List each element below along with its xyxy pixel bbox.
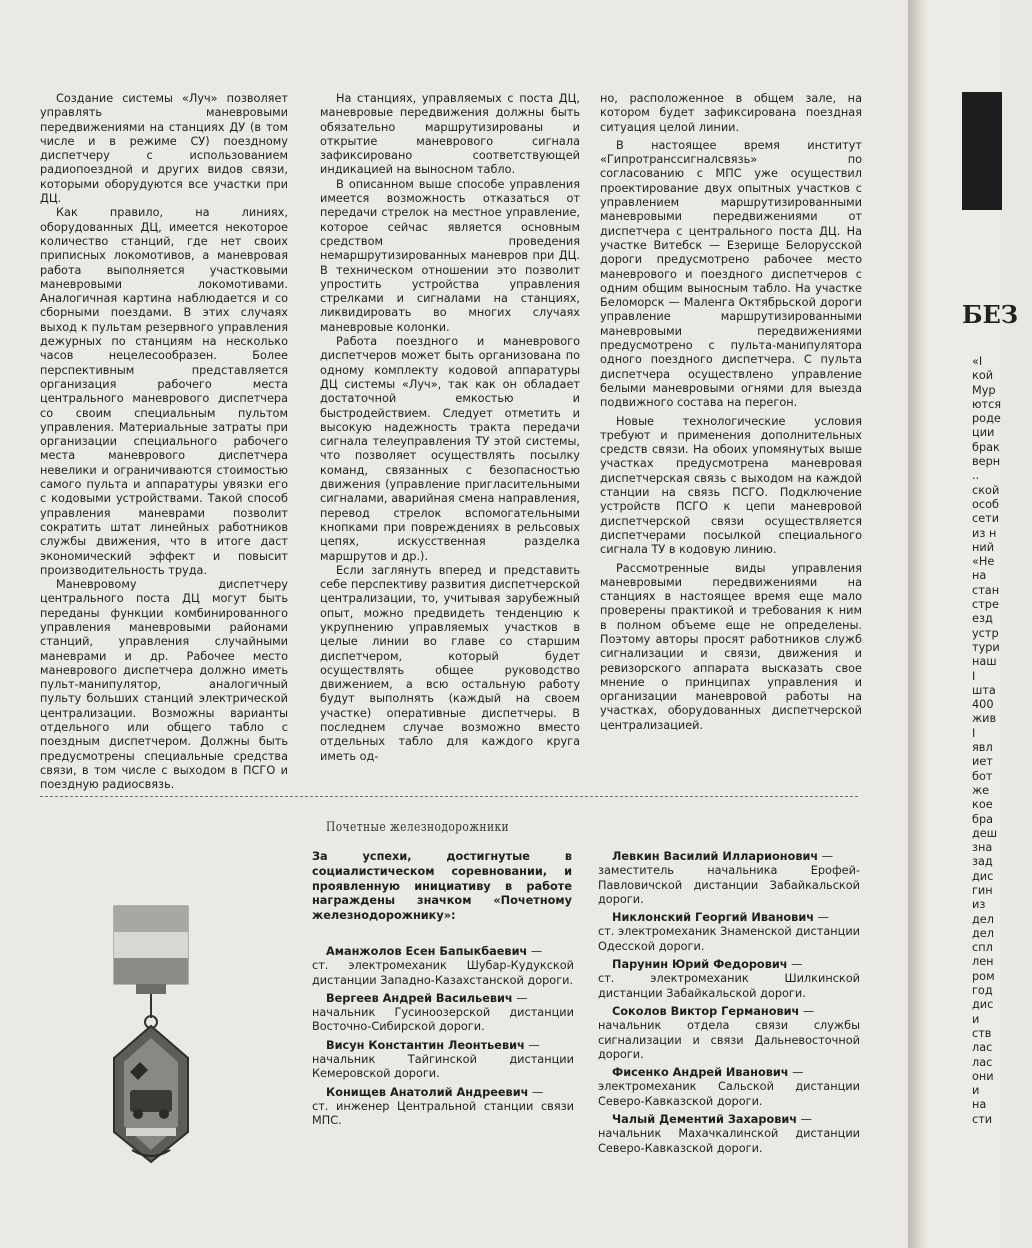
awardee-name: Соколов Виктор Германович — (598, 1005, 860, 1019)
awardee-position: заместитель начальника Ерофей-Павловичской дистанции Забайкальской дороги. (598, 864, 860, 906)
adjacent-text-line: бра (972, 812, 994, 826)
adjacent-text-line: Мур (972, 383, 996, 397)
awardee (598, 1066, 860, 1109)
paragraph: Работа поездного и маневрового диспетчеров может быть организована по одному комплекту кодовой аппаратуры ДЦ системы «Луч», так как он обладает достаточной емкостью и быстродействием. Следует отметить и высокую надежность тракта передачи сигнала телеуправления ТУ этой системы, что позволяет осуществлять посылку команд, связанных с безопасностью движения (управление пригласительными сигналами, аварийная смена направления, перевод стрелок вспомогательными кнопками при повреждениях в рельсовых цепях, искусственная разделка маршрутов и др.). (320, 335, 580, 563)
paragraph: В настоящее время институт «Гипротранссигналсвязь» по согласованию с МПС уже осуществил проектирование двух опытных участков с управлением маршрутизированными маневровыми передвижениями от диспетчера с центрального поста ДЦ. На участке Витебск — Езерище Белорусской дороги предусмотрено рабочее место маневрового и поездного диспетчеров с одним общим выносным табло. На участке Беломорск — Маленга Октябрьской дороги управление маршрутизированными маневровыми передвижениями предусмотрено с пульта-манипулятора одного поездного диспетчера. С пульта диспетчера осуществлено управление белыми маневровыми огнями для выезда подвижного состава на перегон. (600, 138, 862, 410)
awardee (312, 945, 574, 988)
heading-block (962, 92, 1002, 210)
adjacent-text-line: бот (972, 769, 993, 783)
paragraph: Маневровому диспетчеру центрального поста ДЦ могут быть переданы функции комбинированного управления маневровыми районами станций, управления случайными маневрами и др. Рабочее место маневрового диспетчера должно иметь пульт-манипулятор, аналогичный пульту больших станций электрической централизации. Возможны варианты отдельного или общего табло с поездным диспетчером. Должны быть предусмотрены специальные средства связи, в том числе с выходом в ПСГО и поездную радиосвязь. (40, 578, 288, 792)
awardee-name: Аманжолов Есен Бапыкбаевич — (312, 945, 574, 959)
adjacent-text-line: иет (972, 755, 993, 769)
adjacent-text-line: явл (972, 741, 993, 755)
adjacent-text-line: «Не (972, 555, 995, 569)
adjacent-text-line: лен (972, 955, 994, 969)
adjacent-text-line: устр (972, 626, 999, 640)
awardee-name: Фисенко Андрей Иванович — (598, 1066, 860, 1080)
awardee-name: Чалый Дементий Захарович — (598, 1113, 860, 1127)
awardee-name: Никлонский Георгий Иванович — (598, 911, 860, 925)
article-column-1 (40, 92, 288, 793)
adjacent-heading: БЕЗ (962, 300, 1019, 329)
adjacent-text-line: ской (972, 483, 1000, 497)
adjacent-text-line: дис (972, 869, 994, 883)
adjacent-text-line: верн (972, 455, 1001, 469)
adjacent-text-line: гин (972, 883, 993, 897)
adjacent-text-line: «I (972, 355, 983, 368)
adjacent-text-line: из н (972, 526, 997, 540)
adjacent-text-line: год (972, 984, 993, 998)
awardee (598, 911, 860, 954)
adjacent-text-line: ром (972, 969, 995, 983)
adjacent-text-line: ции (972, 426, 995, 440)
adjacent-text-line: лас (972, 1055, 993, 1069)
adjacent-text-line: езд (972, 612, 993, 626)
section-divider (40, 796, 858, 797)
adjacent-page-fragment (928, 0, 1019, 1248)
awardee-position: ст. электромеханик Шубар-Кудукской дистанции Западно-Казахстанской дороги. (312, 959, 574, 987)
paragraph: Создание системы «Луч» позволяет управлять маневровыми передвижениями на станциях ДУ (в том числе и в режиме СУ) поездному диспетчеру с использованием радиопоездной и других видов связи, которыми оборудуются все участки при ДЦ. (40, 92, 288, 206)
adjacent-text-line: кой (972, 369, 994, 383)
adjacent-text-line: 400 (972, 698, 994, 712)
adjacent-text-line: тури (972, 640, 1000, 654)
adjacent-text-line: ются (972, 397, 1002, 411)
awardee (598, 1005, 860, 1062)
adjacent-text-line: жив (972, 712, 997, 726)
awardee-position: электромеханик Сальской дистанции Северо-Кавказской дороги. (598, 1080, 860, 1108)
awardee-name: Парунин Юрий Федорович — (598, 958, 860, 972)
paragraph: Новые технологические условия требуют и применения дополнительных средств связи. На обоих упомянутых выше участках предусмотрена маневровая диспетчерская связь с выходом на каждой станции на связь ПСГО. Подключение устройств ПСГО к цепи маневровой диспетчерской связи осуществляется диспетчерами посылкой специального сигнала ТУ в кодовую линию. (600, 414, 862, 557)
adjacent-text-line: на (972, 1098, 987, 1112)
adjacent-text-line: дис (972, 998, 994, 1012)
adjacent-text-line: ний (972, 540, 995, 554)
paragraph: Если заглянуть вперед и представить себе перспективу развития диспетчерской централизации, то, учитывая зарубежный опыт, можно предвидеть тенденцию к укрупнению управляемых участков в целые линии во главе со старшим диспетчером, который будет осуществлять общее руководство движением, а всю остальную работу будут выполнять (каждый на своем участке) оперативные диспетчеры. В последнем случае возможно вместо отдельных табло для каждого круга иметь од- (320, 563, 580, 763)
adjacent-text-fragments (972, 355, 1032, 1127)
awardee-name: Левкин Василий Илларионович — (598, 850, 860, 864)
awardee (312, 1086, 574, 1129)
awardee-name: Вергеев Андрей Васильевич — (312, 992, 574, 1006)
awardee-position: начальник Гусиноозерской дистанции Восточно-Сибирской дороги. (312, 1006, 574, 1034)
adjacent-text-line: шта (972, 683, 996, 697)
adjacent-text-line: дел (972, 926, 994, 940)
adjacent-text-line: и (972, 1084, 980, 1098)
adjacent-text-line: они (972, 1069, 994, 1083)
awardee-name: Конищев Анатолий Андреевич — (312, 1086, 574, 1100)
adjacent-text-line: и (972, 1012, 980, 1026)
paragraph: Как правило, на линиях, оборудованных ДЦ, имеется некоторое количество станций, где нет своих приписных локомотивов, а маневровая работа выполняется участковыми маневровыми локомотивами. Аналогичная картина наблюдается и со сборными поездами. В этих случаях выход к пультам резервного управления дежурных по станциям на несколько часов нецелесообразен. Более перспективным представляется организация рабочего места центрального маневрового диспетчера со своим специальным пультом управления. Материальные затраты при организации специального рабочего места маневрового диспетчера невелики и ограничиваются стоимостью самого пульта и аппаратуры увязки его с кодовыми устройствами. Такой способ управления маневрами позволит сократить штат линейных работников службы движения, что в итоге даст экономический эффект и повысит производительность труда. (40, 206, 288, 577)
awardee-position: ст. электромеханик Знаменской дистанции Одесской дороги. (598, 925, 860, 953)
adjacent-text-line: деш (972, 826, 998, 840)
adjacent-text-line: роде (972, 412, 1001, 426)
adjacent-text-line: стан (972, 583, 1000, 597)
awardee (598, 1113, 860, 1156)
adjacent-text-line: I (972, 726, 976, 740)
awardee-position: начальник Тайгинской дистанции Кемеровской дороги. (312, 1053, 574, 1081)
awardee-position: ст. электромеханик Шилкинской дистанции Забайкальской дороги. (598, 972, 860, 1000)
adjacent-text-line: .. (972, 469, 980, 483)
adjacent-text-line: лас (972, 1041, 993, 1055)
awards-section-title: Почетные железнодорожники (326, 820, 510, 835)
paragraph: В описанном выше способе управления имеется возможность отказаться от передачи стрелок на местное управление, которое сейчас является основным средством проведения немаршрутизированных маневров при ДЦ. В техническом отношении это позволит упростить устройства управления стрелками и сигналами на станциях, ликвидировать во многих случаях маневровые колонки. (320, 177, 580, 334)
paragraph: На станциях, управляемых с поста ДЦ, маневровые передвижения должны быть обязательно маршрутизированы и открытие маневрового сигнала зафиксировано соответствующей индикацией на выносном табло. (320, 92, 580, 177)
paragraph: Рассмотренные виды управления маневровыми передвижениями на станциях в настоящее время еще мало проверены практикой и требования к ним в полном объеме еще не определены. Поэтому авторы просят работников служб сигнализации и связи, движения и ревизорского аппарата высказать свое мнение о принципах управления и организации маневровой работы на участках, оборудованных диспетчерской централизацией. (600, 561, 862, 732)
awardee (598, 958, 860, 1001)
adjacent-text-line: на (972, 569, 987, 583)
honorary-railwayman-badge-image (96, 900, 206, 1200)
awardee-position: начальник отдела связи службы сигнализации и связи Дальневосточной дороги. (598, 1019, 860, 1061)
article-column-3 (600, 92, 862, 733)
adjacent-text-line: же (972, 783, 990, 797)
awardee (598, 850, 860, 907)
adjacent-text-line: наш (972, 655, 997, 669)
awardees-list-right (598, 850, 860, 1160)
adjacent-text-line: дел (972, 912, 994, 926)
adjacent-text-line: кое (972, 798, 993, 812)
awardees-list-left (312, 945, 574, 1133)
adjacent-text-line: сти (972, 1112, 993, 1126)
awardee-name: Висун Константин Леонтьевич — (312, 1039, 574, 1053)
awardee (312, 1039, 574, 1082)
adjacent-text-line: сети (972, 512, 1000, 526)
adjacent-text-line: брак (972, 440, 1000, 454)
adjacent-text-line: стре (972, 598, 999, 612)
awardee-position: начальник Махачкалинской дистанции Северо-Кавказской дороги. (598, 1127, 860, 1155)
awards-intro: За успехи, достигнутые в социалистическом соревновании, и проявленную инициативу в работе награждены значком «Почетному железнодорожнику»: (312, 850, 572, 923)
adjacent-text-line: из (972, 898, 986, 912)
adjacent-text-line: спл (972, 941, 993, 955)
adjacent-text-line: I (972, 669, 976, 683)
page-gutter (908, 0, 928, 1248)
adjacent-text-line: особ (972, 497, 1000, 511)
adjacent-text-line: зад (972, 855, 993, 869)
awardee (312, 992, 574, 1035)
adjacent-text-line: ств (972, 1026, 992, 1040)
article-column-2 (320, 92, 580, 764)
awardee-position: ст. инженер Центральной станции связи МПС. (312, 1099, 574, 1128)
paragraph: но, расположенное в общем зале, на котором будет зафиксирована поездная ситуация целой линии. (600, 92, 862, 134)
adjacent-text-line: зна (972, 841, 993, 855)
